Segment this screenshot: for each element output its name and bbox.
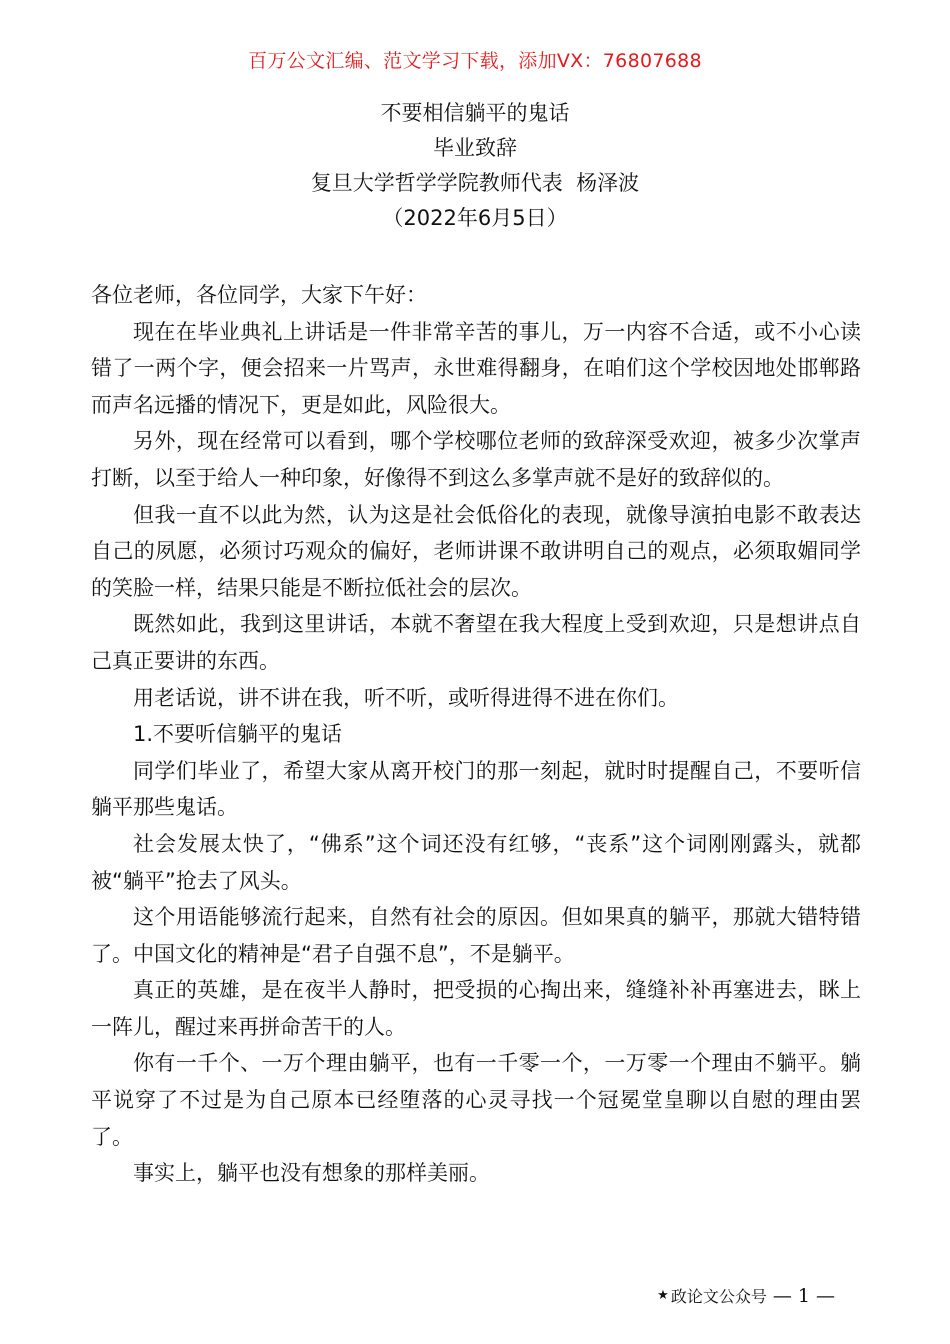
- document-body: [91, 277, 861, 1192]
- paragraph: 另外，现在经常可以看到，哪个学校哪位老师的致辞深受欢迎，被多少次掌声打断，以至于给人一种印象，好像得不到这么多掌声就不是好的致辞似的。: [91, 429, 861, 490]
- paragraph: 但我一直不以此为然，认为这是社会低俗化的表现，就像导演拍电影不敢表达自己的夙愿，必须讨巧观众的偏好，老师讲课不敢讲明自己的观点，必须取媚同学的笑脸一样，结果只能是不断拉低社会的层次。: [91, 502, 861, 600]
- greeting: 各位老师，各位同学，大家下午好：: [91, 283, 427, 307]
- document-subtitle: 毕业致辞: [433, 136, 517, 160]
- watermark-banner: 百万公文汇编、范文学习下载，添加VX：76807688: [248, 50, 702, 72]
- paragraph: 现在在毕业典礼上讲话是一件非常辛苦的事儿，万一内容不合适，或不小心读错了一两个字，便会招来一片骂声，永世难得翻身，在咱们这个学校因地处邯郸路而声名远播的情况下，更是如此，风险很大。: [91, 319, 861, 417]
- page-footer: [657, 1284, 835, 1307]
- paragraph: 你有一千个、一万个理由躺平，也有一千零一个，一万零一个理由不躺平。躺平说穿了不过是为自己原本已经堕落的心灵寻找一个冠冕堂皇聊以自慰的理由罢了。: [91, 1051, 861, 1149]
- paragraph: 社会发展太快了，“佛系”这个词还没有红够，“丧系”这个词刚刚露头，就都被“躺平”抢去了风头。: [91, 831, 861, 893]
- section-heading: 1.不要听信躺平的鬼话: [133, 722, 343, 747]
- document-title: 不要相信躺平的鬼话: [380, 101, 570, 125]
- date-line: （2022年6月5日）: [382, 206, 568, 230]
- author-line: 复旦大学哲学学院教师代表 杨泽波: [310, 171, 640, 195]
- title-block: [0, 96, 950, 236]
- footer-label: 政论文公众号: [670, 1287, 767, 1306]
- paragraph: 同学们毕业了，希望大家从离开校门的那一刻起，就时时提醒自己，不要听信躺平那些鬼话。: [91, 758, 861, 820]
- page-number: — 1 —: [772, 1284, 835, 1307]
- paragraph: 事实上，躺平也没有想象的那样美丽。: [133, 1161, 490, 1186]
- paragraph: 真正的英雄，是在夜半人静时，把受损的心掏出来，缝缝补补再塞进去，眯上一阵儿，醒过来再拼命苦干的人。: [91, 978, 861, 1039]
- paragraph: 这个用语能够流行起来，自然有社会的原因。但如果真的躺平，那就大错特错了。中国文化的精神是“君子自强不息”，不是躺平。: [91, 905, 861, 966]
- star-icon: ★: [657, 1288, 669, 1303]
- paragraph: 用老话说，讲不讲在我，听不听，或听得进得不进在你们。: [133, 685, 679, 710]
- paragraph: 既然如此，我到这里讲话，本就不奢望在我大程度上受到欢迎，只是想讲点自己真正要讲的东西。: [91, 612, 861, 673]
